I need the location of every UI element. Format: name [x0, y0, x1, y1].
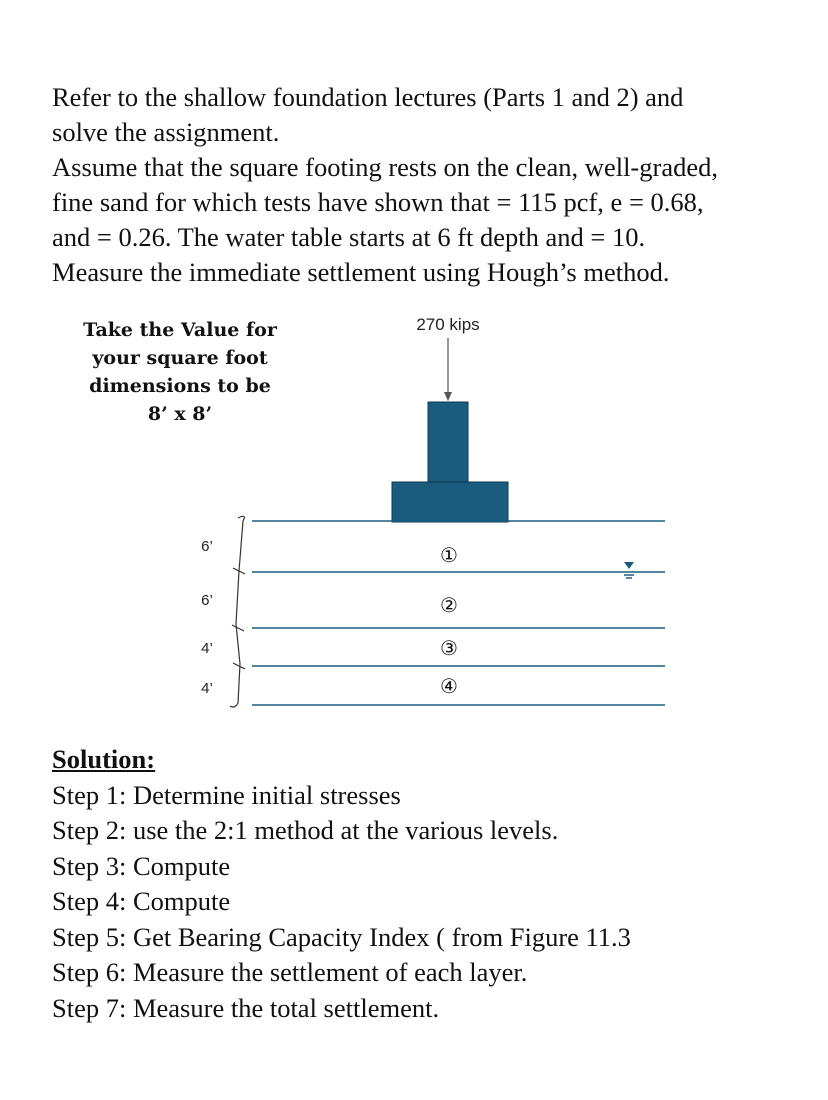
solution-step: Step 5: Get Bearing Capacity Index ( from Figure 11.3: [52, 921, 631, 952]
note-line: your square foot: [92, 347, 268, 369]
column: [428, 402, 468, 482]
note-line: Take the Value for: [83, 319, 277, 341]
intro-line: solve the assignment.: [52, 117, 280, 147]
intro-line: fine sand for which tests have shown that = 115 pcf, e = 0.68,: [52, 187, 704, 217]
layer-3-number: ③: [440, 636, 458, 660]
layer-1-number: ①: [440, 543, 458, 567]
intro-line: Measure the immediate settlement using Hough’s method.: [52, 257, 670, 287]
layer-2-thickness: 6’: [201, 592, 213, 609]
intro-line: Assume that the square footing rests on the clean, well-graded,: [52, 152, 718, 182]
load-arrow-head-icon: [444, 392, 452, 401]
solution-step: Step 4: Compute: [52, 886, 231, 916]
intro-line: and = 0.26. The water table starts at 6 ft depth and = 10.: [52, 222, 646, 252]
solution-heading: Solution:: [52, 744, 156, 774]
water-table-triangle-icon: [624, 562, 634, 578]
solution-step: Step 2: use the 2:1 method at the various levels.: [52, 815, 559, 845]
layer-1-thickness: 6’: [201, 538, 213, 555]
layer-2-number: ②: [440, 593, 458, 617]
footing-base: [392, 482, 508, 522]
load-label: 270 kips: [416, 315, 480, 334]
solution-step: Step 1: Determine initial stresses: [52, 779, 401, 810]
solution-section: [52, 742, 822, 1026]
layer-4-number: ④: [440, 674, 458, 698]
solution-step: Step 6: Measure the settlement of each layer.: [52, 957, 528, 987]
note-line: dimensions to be: [89, 375, 271, 397]
depth-dimension-line: [230, 516, 245, 707]
intro-line: Refer to the shallow foundation lectures (Parts 1 and 2) and: [52, 82, 684, 112]
layer-3-thickness: 4’: [201, 640, 213, 657]
solution-step: Step 3: Compute: [52, 850, 231, 881]
note-line: 8’ x 8’: [147, 403, 213, 425]
solution-step: Step 7: Measure the total settlement.: [52, 992, 440, 1023]
layer-4-thickness: 4’: [201, 680, 213, 697]
